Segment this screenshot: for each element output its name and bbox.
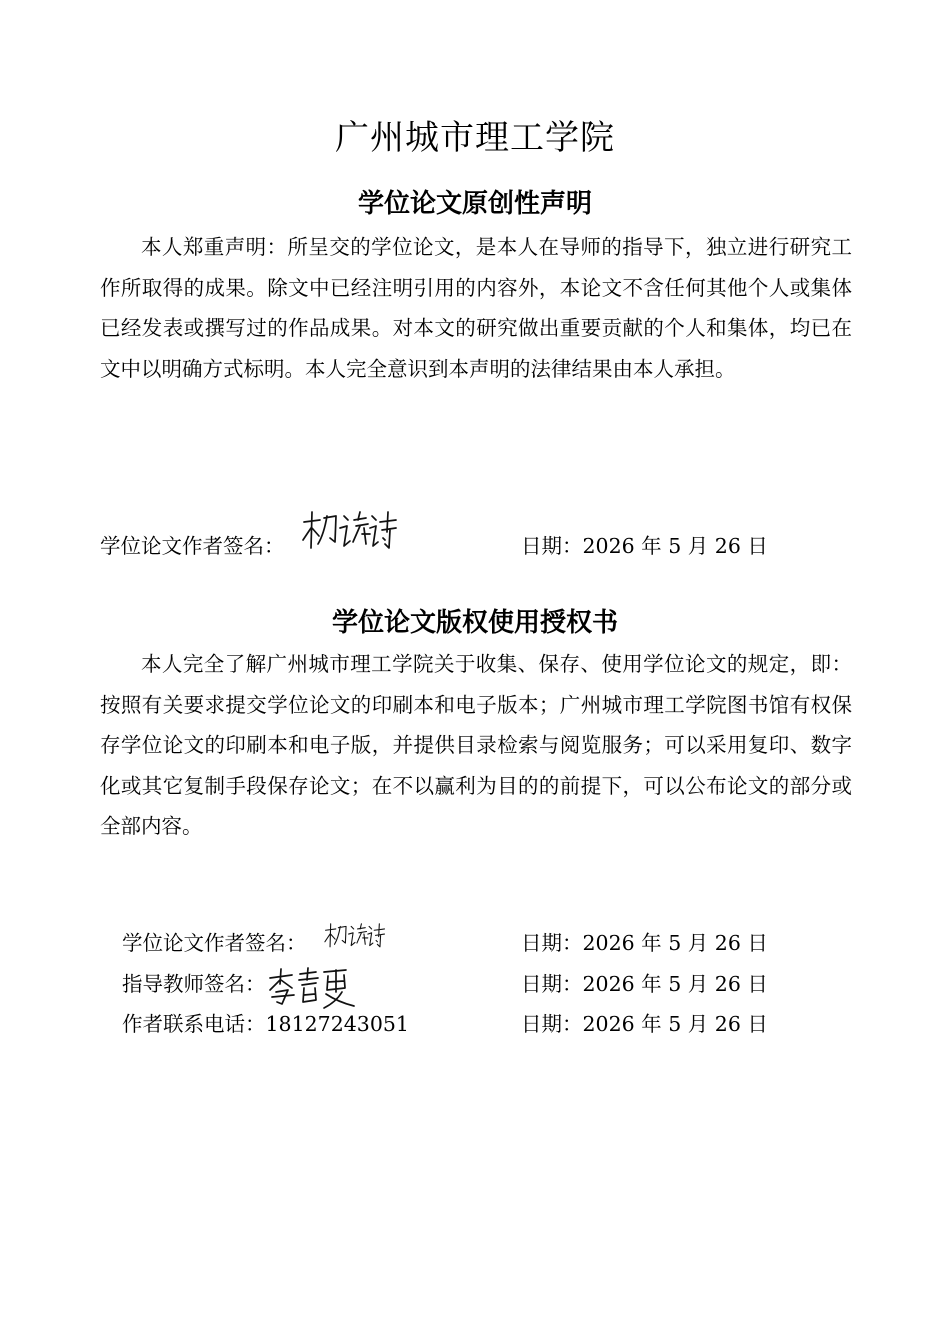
date-value: 2026 年 5 月 26 日	[582, 972, 768, 996]
phone-label: 作者联系电话：	[122, 1012, 266, 1036]
date-label: 日期：	[521, 534, 583, 558]
author-signature-image	[300, 508, 400, 554]
authorization-body: 本人完全了解广州城市理工学院关于收集、保存、使用学位论文的规定，即：按照有关要求提交学位论文的印刷本和电子版本；广州城市理工学院图书馆有权保存学位论文的印刷本和电子版，并提供目录检索与阅览服务；可以采用复印、数字化或其它复制手段保存论文；在不以赢利为目的的前提下，可以公布论文的部分或全部内容。	[100, 652, 852, 838]
author-signature-label: 学位论文作者签名：	[122, 931, 307, 955]
author-signature-label: 学位论文作者签名：	[100, 534, 285, 558]
advisor-signature-image	[266, 966, 358, 1010]
declaration-body: 本人郑重声明：所呈交的学位论文，是本人在导师的指导下，独立进行研究工作所取得的成果。除文中已经注明引用的内容外，本论文不含任何其他个人或集体已经发表或撰写过的作品成果。对本文的研究做出重要贡献的个人和集体，均已在文中以明确方式标明。本人完全意识到本声明的法律结果由本人承担。	[100, 235, 852, 381]
declaration-title: 学位论文原创性声明	[357, 189, 592, 219]
university-name: 广州城市理工学院	[335, 118, 615, 158]
declaration-date-line	[521, 531, 768, 561]
date-label: 日期：	[521, 972, 583, 996]
authorization-date-line-1	[521, 928, 768, 958]
authorization-date-line-2	[521, 969, 768, 999]
date-value: 2026 年 5 月 26 日	[582, 1012, 768, 1036]
authorization-author-signature-line	[122, 928, 307, 958]
advisor-signature-label: 指导教师签名：	[122, 972, 266, 996]
phone-line	[122, 1009, 409, 1039]
author-signature-image-2	[323, 920, 387, 952]
authorization-title: 学位论文版权使用授权书	[331, 608, 618, 638]
date-value: 2026 年 5 月 26 日	[582, 931, 768, 955]
date-label: 日期：	[521, 931, 583, 955]
declaration-author-signature-line	[100, 531, 285, 561]
authorization-date-line-3	[521, 1009, 768, 1039]
advisor-signature-line	[122, 969, 266, 999]
date-label: 日期：	[521, 1012, 583, 1036]
date-value: 2026 年 5 月 26 日	[582, 534, 768, 558]
phone-value: 18127243051	[265, 1012, 409, 1036]
